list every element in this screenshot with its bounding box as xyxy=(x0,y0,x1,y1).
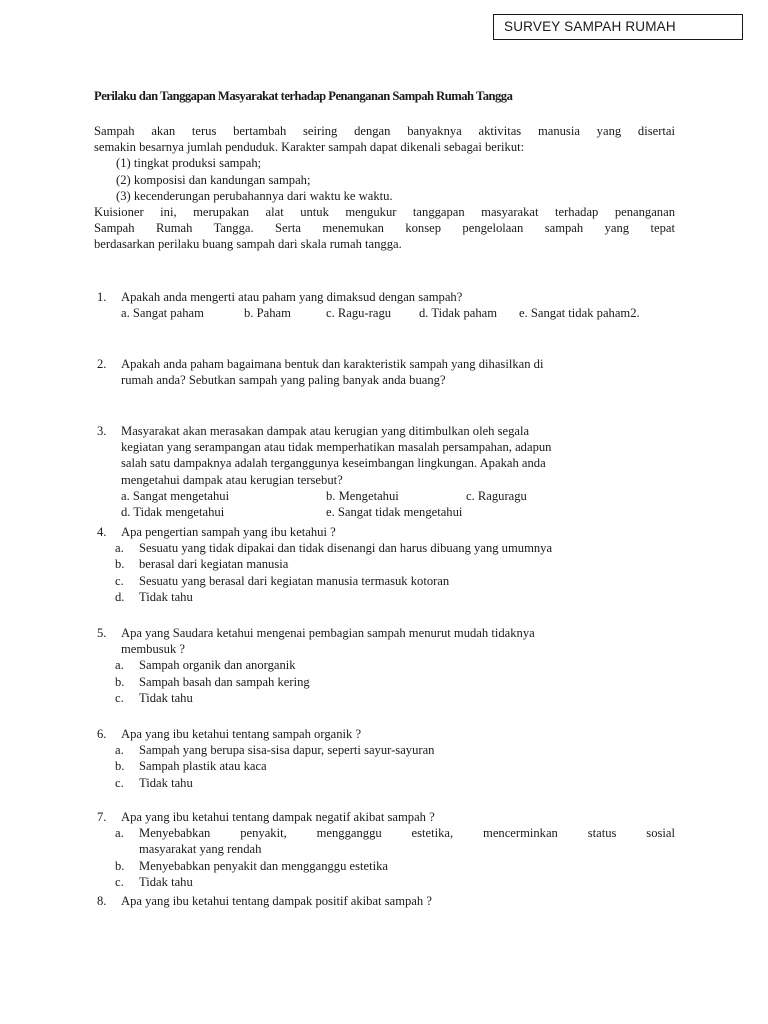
option-letter: b. xyxy=(115,858,125,873)
option-text: Sesuatu yang tidak dipakai dan tidak disenangi dan harus dibuang yang umumnya xyxy=(139,541,553,556)
intro-list-item: (2) komposisi dan kandungan sampah; xyxy=(116,172,311,187)
answer-option[interactable]: a. Sangat mengetahui xyxy=(121,488,230,503)
intro-paragraph-line: Sampah akan terus bertambah seiring dengan banyaknya aktivitas manusia yang disertai xyxy=(94,124,675,138)
answer-option[interactable]: e. Sangat tidak paham2. xyxy=(519,306,640,321)
question-text: Masyarakat akan merasakan dampak atau kerugian yang ditimbulkan oleh segala xyxy=(121,424,530,438)
answer-option[interactable] xyxy=(97,874,675,890)
question-text: salah satu dampaknya adalah terganggunya keseimbangan lingkungan. Apakah anda xyxy=(121,456,546,471)
option-letter xyxy=(115,841,139,857)
question-text: Apakah anda mengerti atau paham yang dimaksud dengan sampah? xyxy=(121,290,463,304)
question-text: Apa yang Saudara ketahui mengenai pembagian sampah menurut mudah tidaknya xyxy=(121,626,535,640)
option-letter: c. xyxy=(115,775,124,790)
answer-option[interactable]: b. Mengetahui xyxy=(326,488,399,503)
question-text: Apa pengertian sampah yang ibu ketahui ? xyxy=(121,525,336,539)
option-text: Sampah plastik atau kaca xyxy=(139,759,267,774)
option-letter: a. xyxy=(115,743,124,758)
option-letter: c. xyxy=(115,573,124,588)
question-text: membusuk ? xyxy=(121,642,186,657)
answer-option[interactable]: e. Sangat tidak mengetahui xyxy=(326,505,463,520)
answer-option[interactable] xyxy=(97,690,675,706)
option-letter: a. xyxy=(115,658,124,673)
question-7 xyxy=(97,809,675,890)
answer-option[interactable] xyxy=(97,657,675,673)
intro-paragraph-line: Kuisioner ini, merupakan alat untuk mengukur tanggapan masyarakat terhadap penanganan xyxy=(94,205,675,220)
question-text: rumah anda? Sebutkan sampah yang paling banyak anda buang? xyxy=(121,373,446,388)
answer-option[interactable] xyxy=(97,556,675,572)
answer-option[interactable]: a. Sangat paham xyxy=(121,306,204,321)
answer-option[interactable] xyxy=(97,589,675,605)
option-text: Sampah organik dan anorganik xyxy=(139,658,296,673)
answer-options xyxy=(97,305,675,321)
question-5 xyxy=(97,625,675,706)
question-number: 1. xyxy=(97,290,107,304)
question-1 xyxy=(97,289,675,321)
answer-option[interactable]: c. Ragu-ragu xyxy=(326,306,392,321)
question-number: 5. xyxy=(97,626,107,640)
option-text: Sampah basah dan sampah kering xyxy=(139,674,310,689)
option-letter: b. xyxy=(115,674,125,689)
question-text: Apa yang ibu ketahui tentang dampak negatif akibat sampah ? xyxy=(121,810,435,824)
answer-option[interactable] xyxy=(97,775,675,791)
question-2 xyxy=(97,356,675,388)
intro-paragraph-line: semakin besarnya jumlah penduduk. Karakter sampah dapat dikenali sebagai berikut: xyxy=(94,140,525,155)
intro-paragraph-line: Sampah Rumah Tangga. Serta menemukan konsep pengelolaan sampah yang tepat xyxy=(94,221,675,236)
question-8 xyxy=(97,893,675,909)
question-number: 3. xyxy=(97,424,107,438)
option-letter: c. xyxy=(115,690,124,705)
intro-section xyxy=(94,123,675,253)
option-letter: d. xyxy=(115,589,125,604)
answer-option[interactable] xyxy=(97,825,675,841)
option-text: Tidak tahu xyxy=(139,690,193,705)
option-text: Tidak tahu xyxy=(139,775,193,790)
question-number: 7. xyxy=(97,810,107,824)
option-letter: a. xyxy=(115,826,124,841)
option-text: Menyebabkan penyakit, mengganggu estetika, mencerminkan status sosial xyxy=(139,826,675,841)
option-letter: a. xyxy=(115,541,124,556)
intro-list-item: (1) tingkat produksi sampah; xyxy=(116,156,262,171)
answer-option[interactable]: d. Tidak mengetahui xyxy=(121,505,225,520)
option-text: Sesuatu yang berasal dari kegiatan manusia termasuk kotoran xyxy=(139,573,450,588)
question-text: mengetahui dampak atau kerugian tersebut? xyxy=(121,472,343,487)
option-letter: b. xyxy=(115,557,125,572)
option-text: Tidak tahu xyxy=(139,874,193,889)
question-text: kegiatan yang serampangan atau tidak memperhatikan masalah persampahan, adapun xyxy=(121,440,552,455)
answer-option[interactable] xyxy=(97,540,675,556)
option-text: Tidak tahu xyxy=(139,589,193,604)
option-letter: b. xyxy=(115,759,125,774)
question-text: Apakah anda paham bagaimana bentuk dan karakteristik sampah yang dihasilkan di xyxy=(121,357,544,371)
answer-option[interactable] xyxy=(97,573,675,589)
answer-option[interactable]: d. Tidak paham xyxy=(419,306,498,321)
question-3 xyxy=(97,423,675,520)
answer-options xyxy=(97,488,675,504)
question-text: Apa yang ibu ketahui tentang dampak positif akibat sampah ? xyxy=(121,894,432,908)
answer-option[interactable]: b. Paham xyxy=(244,306,291,321)
intro-paragraph-line: berdasarkan perilaku buang sampah dari skala rumah tangga. xyxy=(94,237,402,252)
question-number: 2. xyxy=(97,357,107,371)
question-4 xyxy=(97,524,675,605)
answer-options xyxy=(97,504,675,520)
option-text: Menyebabkan penyakit dan mengganggu estetika xyxy=(139,858,388,873)
answer-option-continuation xyxy=(97,841,675,857)
answer-option[interactable]: c. Raguragu xyxy=(466,488,527,503)
option-text: masyarakat yang rendah xyxy=(139,842,262,857)
question-number: 8. xyxy=(97,894,107,908)
question-6 xyxy=(97,726,675,791)
option-text: Sampah yang berupa sisa-sisa dapur, seperti sayur-sayuran xyxy=(139,743,435,758)
survey-title-box: SURVEY SAMPAH RUMAH xyxy=(493,14,743,40)
intro-list-item: (3) kecenderungan perubahannya dari waktu ke waktu. xyxy=(116,188,393,203)
document-title: Perilaku dan Tanggapan Masyarakat terhadap Penanganan Sampah Rumah Tangga xyxy=(94,89,513,103)
answer-option[interactable] xyxy=(97,674,675,690)
question-number: 6. xyxy=(97,727,107,741)
answer-option[interactable] xyxy=(97,858,675,874)
option-letter: c. xyxy=(115,874,124,889)
question-number: 4. xyxy=(97,525,107,539)
question-text: Apa yang ibu ketahui tentang sampah organik ? xyxy=(121,727,362,741)
answer-option[interactable] xyxy=(97,742,675,758)
option-text: berasal dari kegiatan manusia xyxy=(139,557,289,572)
answer-option[interactable] xyxy=(97,758,675,774)
